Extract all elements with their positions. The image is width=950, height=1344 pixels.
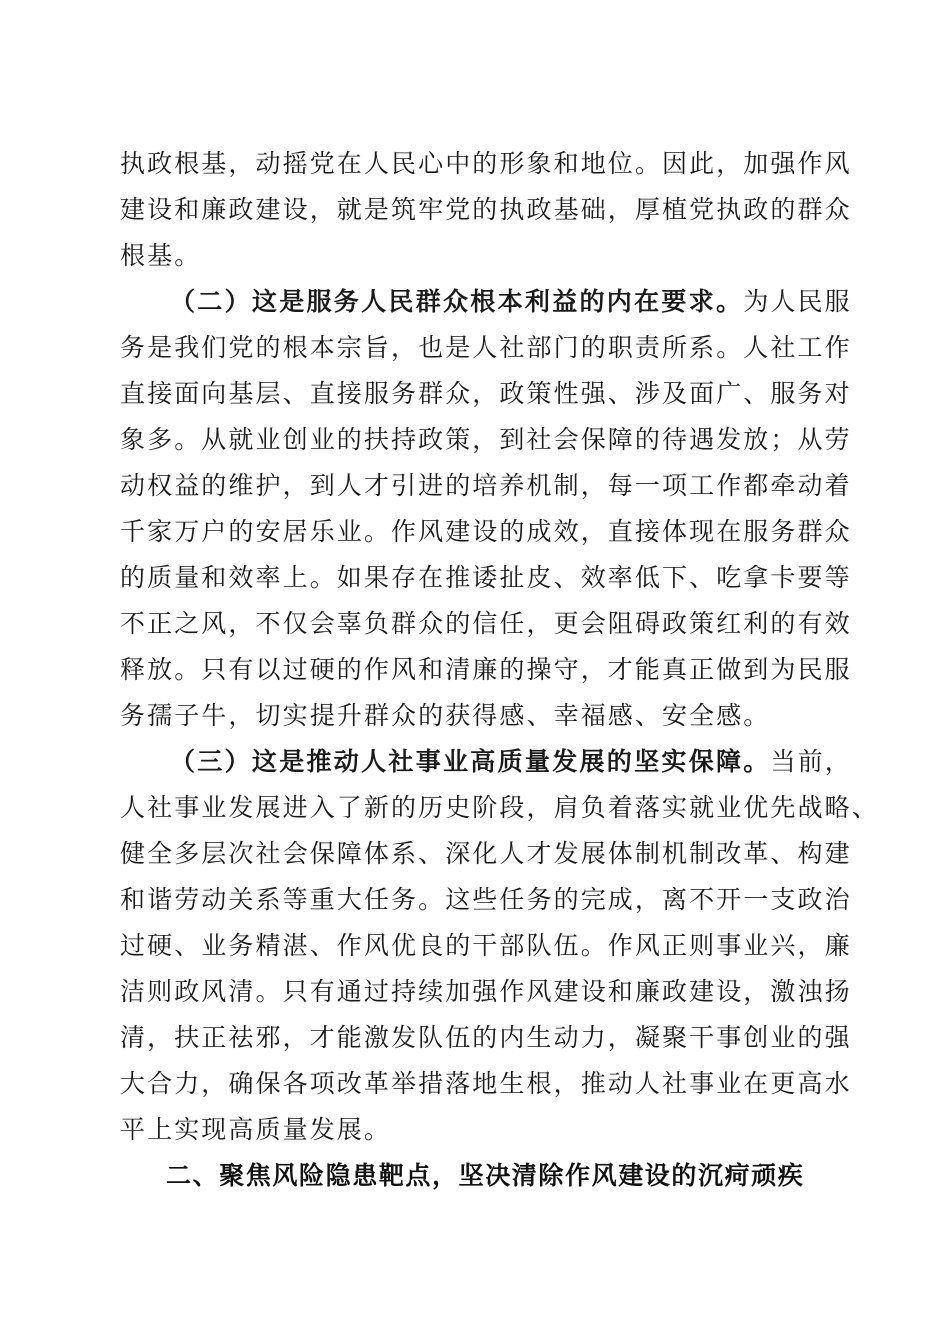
paragraph-3-lead-text: 当前， <box>770 747 852 776</box>
paragraph-3-lead-line <box>170 745 852 779</box>
paragraph-2-line-8: 释放。只有以过硬的作风和清廉的操守，才能真正做到为民服 <box>120 655 852 684</box>
paragraph-3-line-8: 平上实现高质量发展。 <box>120 1115 392 1144</box>
paragraph-2-lead-text: 为人民服 <box>743 287 852 316</box>
paragraph-2-line-9: 务孺子牛，切实提升群众的获得感、幸福感、安全感。 <box>120 701 771 730</box>
paragraph-2-line-4: 动权益的维护，到人才引进的培养机制，每一项工作都牵动着 <box>120 471 852 500</box>
paragraph-2-lead-line <box>170 285 852 319</box>
paragraph-3-line-7: 大合力，确保各项改革举措落地生根，推动人社事业在更高水 <box>120 1069 852 1098</box>
paragraph-3-line-2: 健全多层次社会保障体系、深化人才发展体制机制改革、构建 <box>120 839 852 868</box>
paragraph-2-line-7: 不正之风，不仅会辜负群众的信任，更会阻碍政策红利的有效 <box>120 609 852 638</box>
section-heading: 二、聚焦风险隐患靶点，坚决清除作风建设的沉疴顽疾 <box>166 1161 805 1190</box>
paragraph-2-subheading: （二）这是服务人民群众根本利益的内在要求。 <box>170 287 744 316</box>
paragraph-2-line-5: 千家万户的安居乐业。作风建设的成效，直接体现在服务群众 <box>120 517 852 546</box>
paragraph-2-line-6: 的质量和效率上。如果存在推诿扯皮、效率低下、吃拿卡要等 <box>120 563 852 592</box>
paragraph-3-line-5: 洁则政风清。只有通过持续加强作风建设和廉政建设，激浊扬 <box>120 977 852 1006</box>
paragraph-2-line-2: 直接面向基层、直接服务群众，政策性强、涉及面广、服务对 <box>120 379 852 408</box>
paragraph-1-line-3: 根基。 <box>120 241 202 270</box>
paragraph-1-line-1: 执政根基，动摇党在人民心中的形象和地位。因此，加强作风 <box>120 149 852 178</box>
paragraph-2-line-3: 象多。从就业创业的扶持政策，到社会保障的待遇发放；从劳 <box>120 425 852 454</box>
paragraph-3-line-3: 和谐劳动关系等重大任务。这些任务的完成，离不开一支政治 <box>120 885 852 914</box>
paragraph-3-line-1: 人社事业发展进入了新的历史阶段，肩负着落实就业优先战略、 <box>120 793 879 822</box>
paragraph-3-line-6: 清，扶正祛邪，才能激发队伍的内生动力，凝聚干事创业的强 <box>120 1023 852 1052</box>
paragraph-2-line-1: 务是我们党的根本宗旨，也是人社部门的职责所系。人社工作 <box>120 333 852 362</box>
paragraph-1-line-2: 建设和廉政建设，就是筑牢党的执政基础，厚植党执政的群众 <box>120 195 852 224</box>
paragraph-3-line-4: 过硬、业务精湛、作风优良的干部队伍。作风正则事业兴，廉 <box>120 931 852 960</box>
paragraph-3-subheading: （三）这是推动人社事业高质量发展的坚实保障。 <box>170 747 771 776</box>
